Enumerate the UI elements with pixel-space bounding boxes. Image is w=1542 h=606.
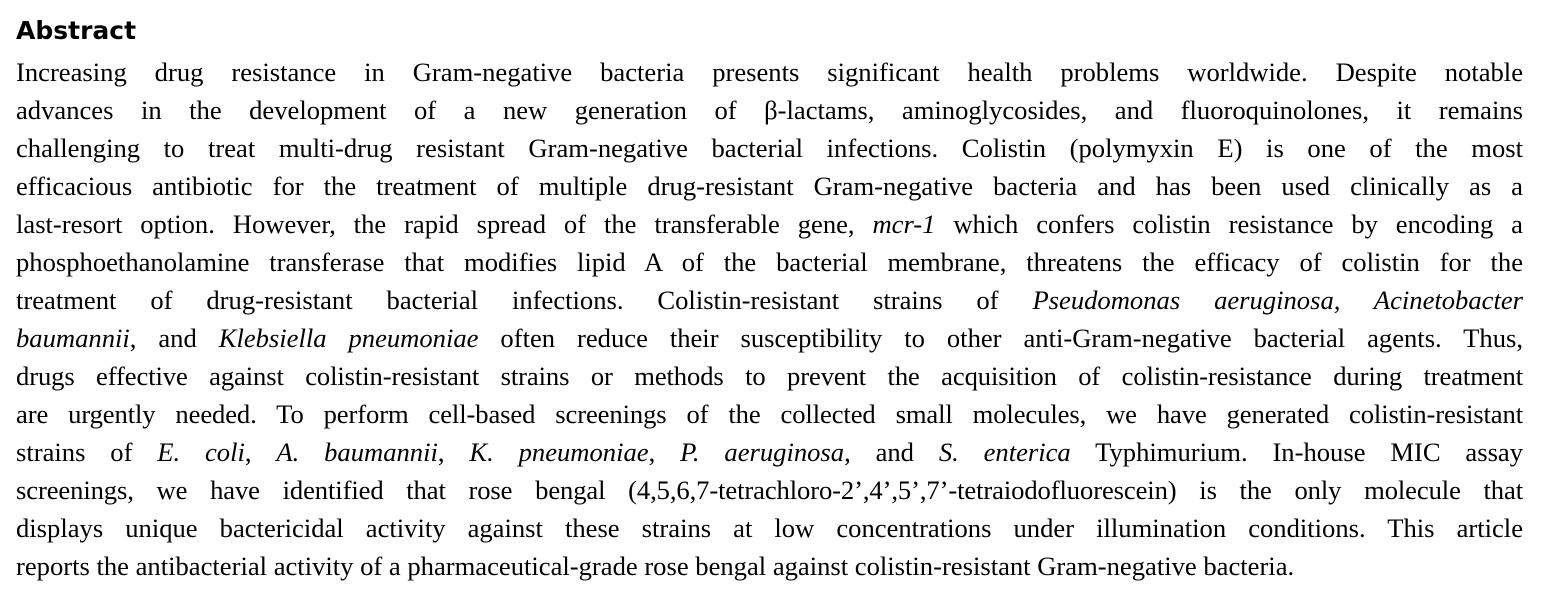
- text-run: reports the antibacterial activity of a pharmaceutical-grade rose bengal against colistin-resistant Gram-negative bacteria.: [16, 551, 1295, 581]
- abstract-line: [16, 395, 1523, 433]
- text-run: efficacious antibiotic for the treatment of multiple drug-resistant Gram-negative bacteria and has been used clinically as a: [16, 171, 1523, 201]
- gene-name: mcr-1: [872, 209, 936, 239]
- abstract-line: [16, 433, 1523, 471]
- abstract-line: [16, 471, 1523, 509]
- text-run: screenings, we have identified that rose bengal (4,5,6,7-tetrachloro-2’,4’,5’,7’-tetraiodofluorescein) is the only molecule that: [16, 475, 1523, 505]
- text-run: , and: [129, 323, 219, 353]
- abstract-line: [16, 547, 1523, 585]
- species-name: E. coli: [157, 437, 245, 467]
- species-name: A. baumannii: [276, 437, 438, 467]
- species-name: K. pneumoniae: [469, 437, 649, 467]
- abstract-text: [16, 53, 1523, 585]
- abstract-line: [16, 357, 1523, 395]
- text-run: , and: [844, 437, 939, 467]
- text-run: displays unique bactericidal activity against these strains at low concentrations under illumination conditions. This article: [16, 513, 1523, 543]
- text-run: phosphoethanolamine transferase that modifies lipid A of the bacterial membrane, threatens the efficacy of colistin for the: [16, 247, 1523, 277]
- species-name: S. enterica: [938, 437, 1071, 467]
- text-run: ,: [648, 437, 681, 467]
- abstract-line: [16, 281, 1523, 319]
- text-run: challenging to treat multi-drug resistant Gram-negative bacterial infections. Colistin (polymyxin E) is one of the most: [16, 133, 1523, 163]
- text-run: Typhimurium. In-house MIC assay: [1070, 437, 1524, 467]
- text-run: Increasing drug resistance in Gram-negative bacteria presents significant health problems worldwide. Despite notable: [16, 57, 1523, 87]
- species-name: baumannii: [16, 323, 130, 353]
- text-run: strains of: [16, 437, 158, 467]
- text-run: are urgently needed. To perform cell-based screenings of the collected small molecules, we have generated colistin-resistant: [16, 399, 1523, 429]
- species-name: Pseudomonas aeruginosa, Acinetobacter: [1032, 285, 1523, 315]
- text-run: often reduce their susceptibility to other anti-Gram-negative bacterial agents. Thus,: [478, 323, 1523, 353]
- text-run: last-resort option. However, the rapid spread of the transferable gene,: [16, 209, 873, 239]
- text-run: drugs effective against colistin-resistant strains or methods to prevent the acquisition of colistin-resistance during treatment: [16, 361, 1523, 391]
- text-run: advances in the development of a new generation of β-lactams, aminoglycosides, and fluoroquinolones, it remains: [16, 95, 1523, 125]
- abstract-line: [16, 319, 1523, 357]
- text-run: which confers colistin resistance by encoding a: [935, 209, 1523, 239]
- abstract-line: [16, 53, 1523, 91]
- abstract-line: [16, 129, 1523, 167]
- abstract-line: [16, 509, 1523, 547]
- text-run: treatment of drug-resistant bacterial infections. Colistin-resistant strains of: [16, 285, 1033, 315]
- text-run: ,: [437, 437, 470, 467]
- section-heading: Abstract: [16, 16, 137, 45]
- abstract-line: [16, 243, 1523, 281]
- species-name: Klebsiella pneumoniae: [218, 323, 479, 353]
- abstract-line: [16, 91, 1523, 129]
- abstract-line: [16, 167, 1523, 205]
- text-run: ,: [244, 437, 277, 467]
- abstract-section: [16, 12, 1523, 585]
- species-name: P. aeruginosa: [680, 437, 845, 467]
- abstract-line: [16, 205, 1523, 243]
